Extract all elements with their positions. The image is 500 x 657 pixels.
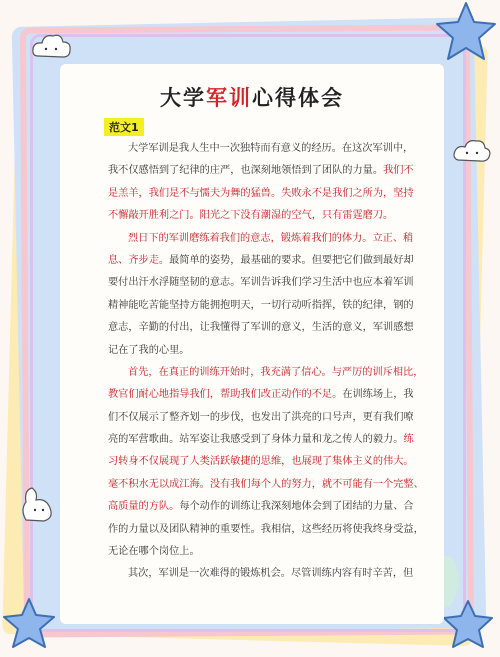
body-text: 精神能吃苦能坚持方能拥抱明天，一切行动听指挥，铁的纪律，钢的 <box>108 299 414 311</box>
text-line <box>108 205 424 227</box>
sample-tag: 范文1 <box>104 118 144 136</box>
document-page <box>60 64 444 624</box>
text-line <box>108 138 424 160</box>
text-line <box>108 183 424 205</box>
highlighted-text: 习转身不仅展现了人类活跃敏捷的思维，也展现了集体主义的伟大。 <box>108 456 414 468</box>
text-line <box>108 519 424 541</box>
title-part: 心得体会 <box>252 86 344 110</box>
text-line <box>108 496 424 518</box>
text-line <box>108 160 424 182</box>
highlighted-text: 是羔羊，我们是不与懦夫为舞的猛兽。失败永不是我们之所为，坚持 <box>108 187 414 199</box>
text-line <box>108 563 424 585</box>
text-line <box>108 317 424 339</box>
body-text: 意志，辛勤的付出，让我懂得了军训的意义，生活的意义，军训感想 <box>108 322 414 334</box>
highlighted-text: 高质量的方队。 <box>108 501 180 513</box>
body-text: 我不仅感悟到了纪律的庄严，也深刻地领悟到了团队的力量。 <box>108 165 384 177</box>
star-icon <box>0 596 58 654</box>
highlighted-text: 练 <box>403 434 414 446</box>
highlighted-text: 教官们耐心地指导我们，帮助我们改正动作的不足。 <box>108 389 343 401</box>
text-line <box>108 429 424 451</box>
text-line <box>108 295 424 317</box>
text-line <box>108 362 424 384</box>
highlighted-text: 烈日下的军训磨练着我们的意志，锻炼着我们的体力。立正、稍 <box>128 232 414 244</box>
essay-body <box>108 138 424 586</box>
page-title <box>60 82 444 112</box>
body-text: 记在了我的心里。 <box>108 344 190 356</box>
body-text: 亮的军营歌曲。站军姿让我感受到了身体力量和龙之传人的毅力。 <box>108 434 404 446</box>
highlighted-text: 毫不积水无以成江海。没有我们每个人的努力，就不可能有一个完整、 <box>108 478 424 490</box>
title-part: 大学 <box>160 86 206 110</box>
body-text: 最简单的姿势，最基础的要求。但要把它们做到最好却 <box>169 254 414 266</box>
body-text: 其次，军训是一次难得的锻炼机会。尽管训练内容有时辛苦，但 <box>128 568 414 580</box>
highlighted-text: 息、齐步走。 <box>108 254 170 266</box>
body-text: 要付出汗水浮随坚韧的意志。军训告诉我们学习生活中也应本着军训 <box>108 277 414 289</box>
text-line <box>108 407 424 429</box>
text-line <box>108 541 424 563</box>
body-text: 作的力量以及团队精神的重要性。我相信，这些经历将使我终身受益， <box>108 523 424 535</box>
doodle-icon <box>18 480 58 524</box>
star-icon <box>432 0 500 64</box>
text-line <box>108 250 424 272</box>
cloud-icon <box>452 136 492 170</box>
text-line <box>108 228 424 250</box>
title-highlight: 军训 <box>206 86 252 110</box>
body-text: 无论在哪个岗位上。 <box>108 546 200 558</box>
body-text: 在训练场上，我 <box>342 389 414 401</box>
highlighted-text: 我们不 <box>383 165 414 177</box>
text-line <box>108 340 424 362</box>
body-text: 每个动作的训练让我深刻地体会到了团结的力量、合 <box>179 501 414 513</box>
highlighted-text: 不懈敲开胜利之门。阳光之下没有潮湿的空气，只有雷霆磨刀。 <box>108 210 394 222</box>
text-line <box>108 272 424 294</box>
text-line <box>108 451 424 473</box>
body-text: 大学军训是我人生中一次独特而有意义的经历。在这次军训中， <box>128 143 414 154</box>
text-line <box>108 474 424 496</box>
text-line <box>108 384 424 406</box>
highlighted-text: 首先，在真正的训练开始时，我充满了信心。与严厉的训斥相比， <box>128 366 424 378</box>
cloud-icon <box>30 30 74 66</box>
body-text: 们不仅展示了整齐划一的步伐，也发出了洪亮的口号声，更有我们嘹 <box>108 411 414 423</box>
